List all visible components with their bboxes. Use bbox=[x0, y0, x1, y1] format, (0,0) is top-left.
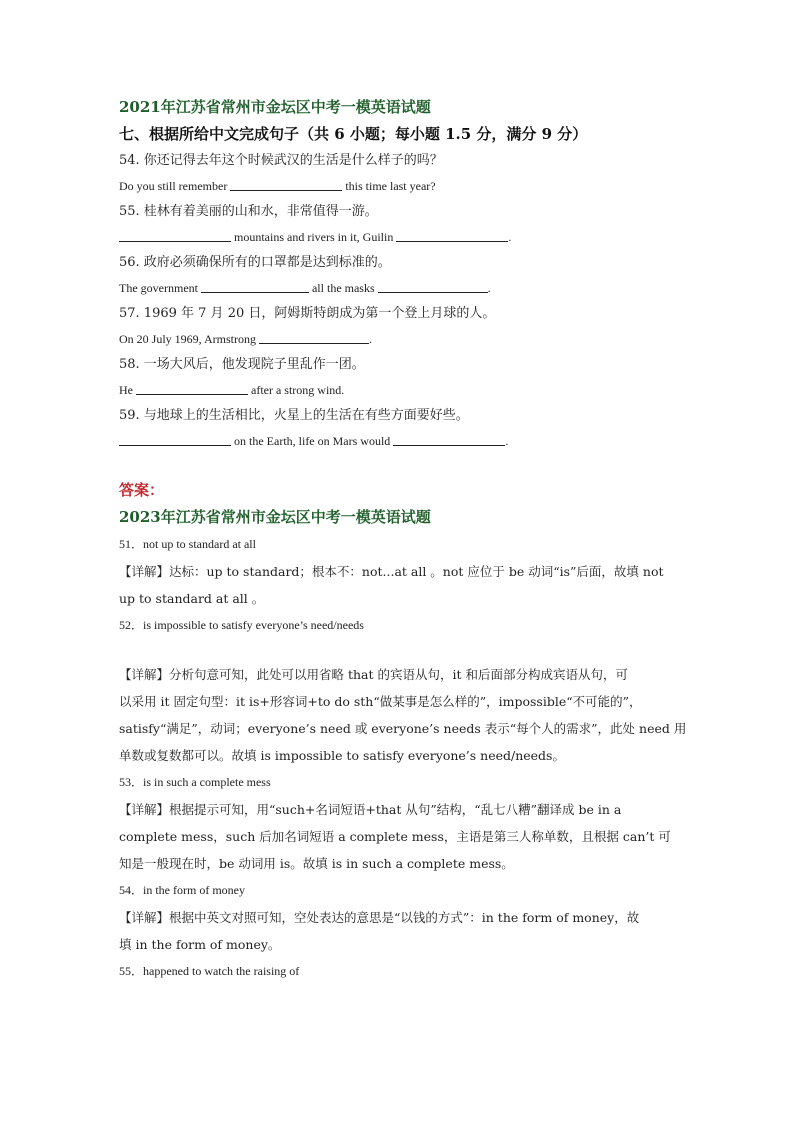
answer-blank[interactable] bbox=[119, 433, 231, 446]
question-zh: 58. 一场大风后，他发现院子里乱作一团。 bbox=[119, 357, 365, 372]
detail-line: 【详解】分析句意可知，此处可以用省略 that 的宾语从句，it 和后面部分构成宾语从句，可 bbox=[119, 667, 628, 682]
question-zh: 57. 1969 年 7 月 20 日，阿姆斯特朗成为第一个登上月球的人。 bbox=[119, 306, 496, 321]
answer-blank[interactable] bbox=[119, 229, 231, 242]
answer-blank[interactable] bbox=[393, 433, 505, 446]
answer-blank[interactable] bbox=[378, 280, 488, 293]
answer-line: 51．not up to standard at all bbox=[119, 537, 256, 551]
en-text: . bbox=[505, 434, 509, 448]
answer-blank[interactable] bbox=[136, 382, 248, 395]
answer-blank[interactable] bbox=[396, 229, 508, 242]
detail-line: 知是一般现在时，be 动词用 is。故填 is in such a complete mess。 bbox=[119, 856, 514, 871]
en-text: Do you still remember bbox=[119, 179, 228, 193]
detail-line: 【详解】达标：up to standard；根本不：not...at all 。not 应位于 be 动词“is”后面，故填 not bbox=[119, 564, 664, 579]
answer-blank[interactable] bbox=[201, 280, 309, 293]
en-text: on the Earth, life on Mars would bbox=[234, 434, 391, 448]
answer-blank[interactable] bbox=[259, 331, 369, 344]
detail-line: 【详解】根据提示可知，用“such+名词短语+that 从句”结构，“乱七八糟”翻译成 be in a bbox=[119, 802, 622, 817]
detail-line: 以采用 it 固定句型：it is+形容词+to do sth“做某事是怎么样的”，impossible“不可能的”， bbox=[119, 694, 642, 709]
answer-blank[interactable] bbox=[230, 178, 342, 191]
en-text: . bbox=[369, 332, 373, 346]
detail-line: satisfy“满足”，动词；everyone’s need 或 everyone’s needs 表示“每个人的需求”，此处 need 用 bbox=[119, 721, 687, 736]
question-en bbox=[119, 224, 679, 250]
question-en bbox=[119, 377, 679, 403]
answer-label: 答案： bbox=[119, 481, 165, 499]
en-text: this time last year? bbox=[345, 179, 436, 193]
en-text: On 20 July 1969, Armstrong bbox=[119, 332, 257, 346]
answer-title: 2023年江苏省常州市金坛区中考一模英语试题 bbox=[119, 508, 431, 526]
en-text: all the masks bbox=[311, 281, 375, 295]
question-zh: 56. 政府必须确保所有的口罩都是达到标准的。 bbox=[119, 255, 391, 270]
en-text: . bbox=[508, 230, 512, 244]
detail-line: complete mess，such 后加名词短语 a complete mess，主语是第三人称单数，且根据 can’t 可 bbox=[119, 829, 671, 844]
answer-line: 55．happened to watch the raising of bbox=[119, 964, 300, 978]
section-heading: 七、根据所给中文完成句子（共 6 小题；每小题 1.5 分，满分 9 分） bbox=[119, 125, 588, 143]
exam-title: 2021年江苏省常州市金坛区中考一模英语试题 bbox=[119, 98, 431, 116]
detail-line: 填 in the form of money。 bbox=[119, 937, 281, 952]
question-en bbox=[119, 275, 679, 301]
question-zh: 54. 你还记得去年这个时候武汉的生活是什么样子的吗？ bbox=[119, 153, 443, 168]
question-en bbox=[119, 326, 679, 352]
question-en bbox=[119, 173, 679, 199]
en-text: . bbox=[487, 281, 491, 295]
en-text: The government bbox=[119, 281, 198, 295]
detail-line: 【详解】根据中英文对照可知，空处表达的意思是“以钱的方式”：in the form of money，故 bbox=[119, 910, 640, 925]
en-text: He bbox=[119, 383, 133, 397]
en-text: after a strong wind. bbox=[251, 383, 345, 397]
answer-line: 52．is impossible to satisfy everyone’s need/needs bbox=[119, 618, 364, 632]
question-zh: 55. 桂林有着美丽的山和水，非常值得一游。 bbox=[119, 204, 378, 219]
en-text: mountains and rivers in it, Guilin bbox=[234, 230, 394, 244]
answer-line: 53．is in such a complete mess bbox=[119, 775, 271, 789]
document-page bbox=[119, 94, 687, 985]
question-zh: 59. 与地球上的生活相比，火星上的生活在有些方面要好些。 bbox=[119, 408, 469, 423]
detail-line: up to standard at all 。 bbox=[119, 591, 265, 606]
question-en bbox=[119, 428, 679, 454]
answer-line: 54．in the form of money bbox=[119, 883, 245, 897]
detail-line: 单数或复数都可以。故填 is impossible to satisfy everyone’s need/needs。 bbox=[119, 748, 565, 763]
